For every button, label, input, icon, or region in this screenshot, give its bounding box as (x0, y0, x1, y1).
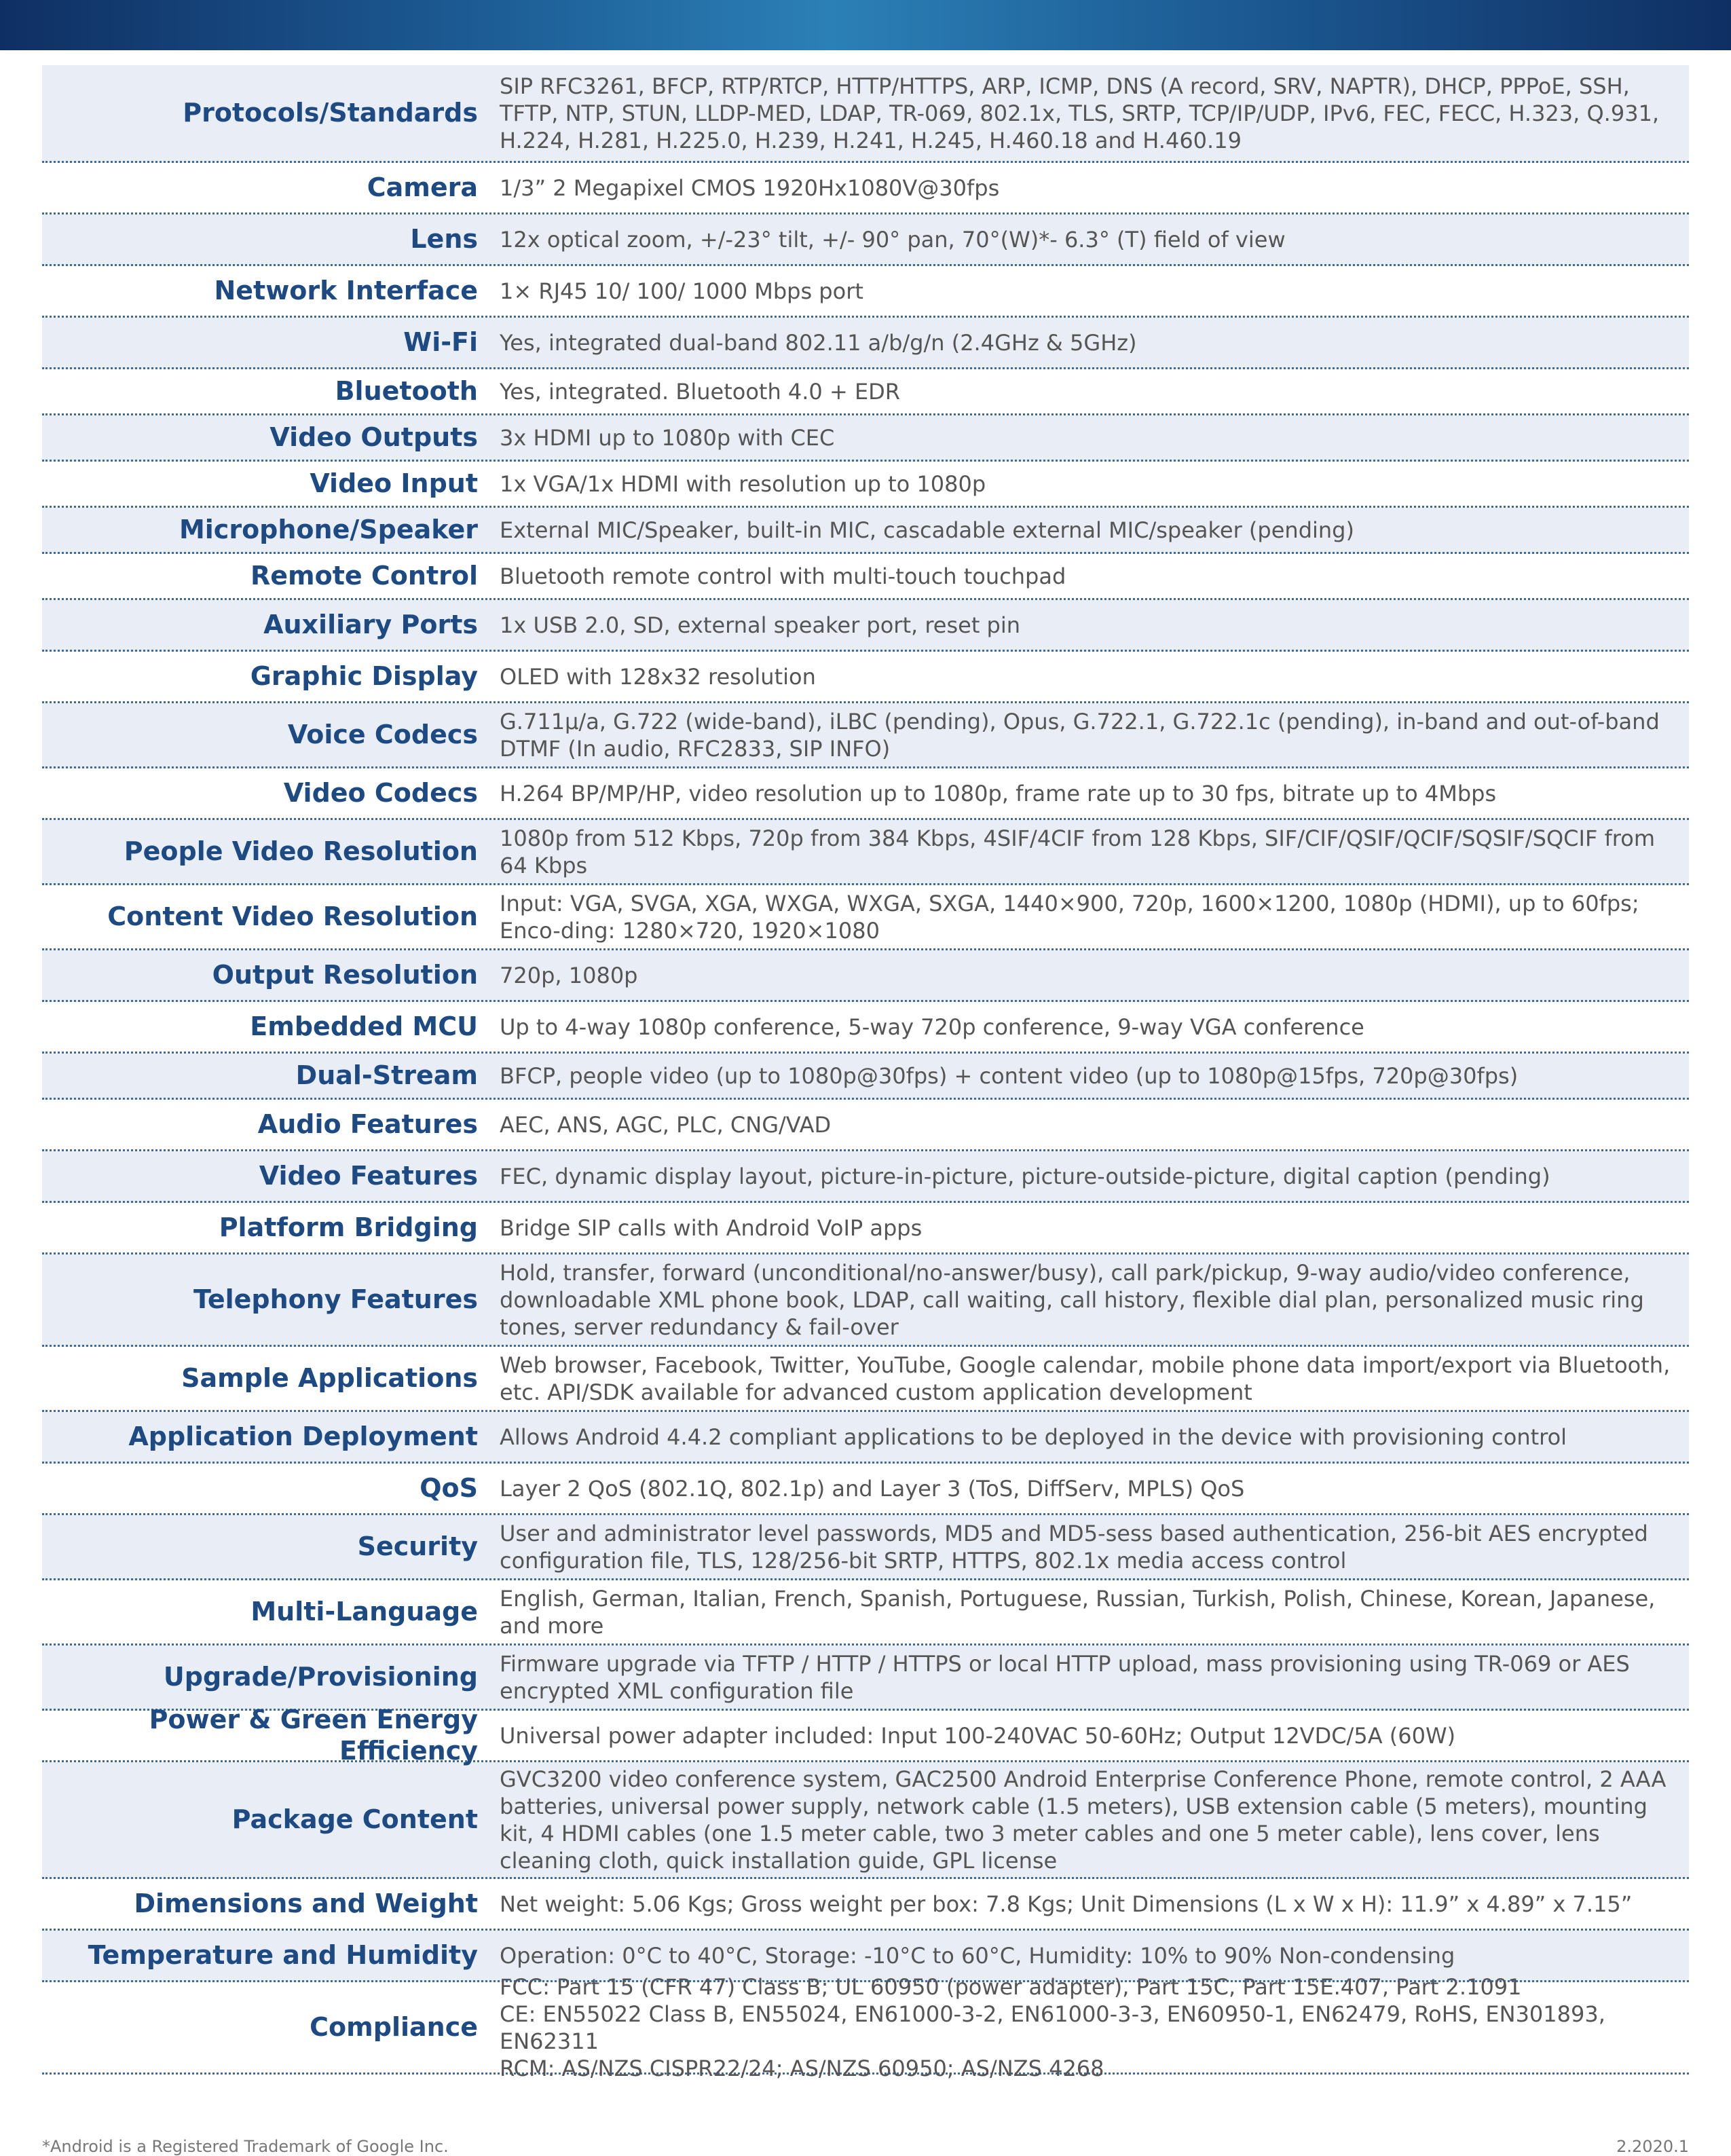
spec-value: Yes, integrated. Bluetooth 4.0 + EDR (500, 378, 901, 405)
spec-value: Operation: 0°C to 40°C, Storage: -10°C to 60°C, Humidity: 10% to 90% Non-condensing (500, 1942, 1455, 1969)
spec-label: Platform Bridging (219, 1212, 478, 1242)
spec-value: 1080p from 512 Kbps, 720p from 384 Kbps, 4SIF/4CIF from 128 Kbps, SIF/CIF/QSIF/QCIF/SQSIF/SQCIF from 64 Kbps (500, 825, 1655, 878)
spec-table (42, 65, 1689, 2081)
spec-row (42, 1002, 1689, 1054)
spec-row (42, 1254, 1689, 1347)
spec-value: Bridge SIP calls with Android VoIP apps (500, 1214, 923, 1241)
spec-row (42, 318, 1689, 369)
spec-label: Protocols/Standards (183, 97, 478, 128)
spec-row (42, 508, 1689, 554)
spec-label: Temperature and Humidity (88, 1939, 478, 1970)
spec-label: Voice Codecs (287, 719, 478, 749)
spec-row (42, 703, 1689, 768)
spec-row (42, 820, 1689, 885)
spec-label: Dimensions and Weight (134, 1888, 478, 1918)
spec-value: Hold, transfer, forward (unconditional/no-answer/busy), call park/pickup, 9-way audio/video conference, downloadable XML phone book, LDAP, call waiting, call history, flexible dial plan, personalized music ring tones, server redundancy & fail-over (500, 1259, 1644, 1340)
spec-row (42, 652, 1689, 703)
spec-row (42, 369, 1689, 415)
spec-value: SIP RFC3261, BFCP, RTP/RTCP, HTTP/HTTPS, ARP, ICMP, DNS (A record, SRV, NAPTR), DHCP, PPPoE, SSH, TFTP, NTP, STUN, LLDP-MED, LDAP, TR-069, 802.1x, TLS, SRTP, TCP/IP/UDP, IPv6, FEC, FECC, H.323, Q.931, H.224, H.281, H.225.0, H.239, H.241, H.245, H.460.18 and H.460.19 (500, 73, 1660, 153)
spec-row (42, 1879, 1689, 1931)
spec-label: Camera (367, 172, 478, 202)
spec-label: Sample Applications (181, 1362, 478, 1393)
spec-value: Input: VGA, SVGA, XGA, WXGA, WXGA, SXGA, 1440×900, 720p, 1600×1200, 1080p (HDMI), up to 60fps; Enco-ding: 1280×720, 1920×1080 (500, 890, 1639, 944)
spec-value: AEC, ANS, AGC, PLC, CNG/VAD (500, 1111, 832, 1138)
spec-label: Video Outputs (269, 422, 478, 452)
spec-row (42, 950, 1689, 1002)
spec-row (42, 266, 1689, 318)
spec-row (42, 1515, 1689, 1580)
footnote: *Android is a Registered Trademark of Google Inc. (42, 2137, 449, 2156)
spec-label: Wi-Fi (403, 327, 478, 357)
spec-value: English, German, Italian, French, Spanish, Portuguese, Russian, Turkish, Polish, Chinese, Korean, Japanese, and more (500, 1585, 1656, 1639)
spec-label: Remote Control (250, 560, 478, 591)
spec-value: Bluetooth remote control with multi-touch touchpad (500, 563, 1066, 589)
spec-row (42, 1412, 1689, 1464)
spec-value: 1/3” 2 Megapixel CMOS 1920Hx1080V@30fps (500, 174, 1000, 201)
spec-value: G.711μ/a, G.722 (wide-band), iLBC (pending), Opus, G.722.1, G.722.1c (pending), in-band and out-of-band DTMF (In audio, RFC2833, SIP INFO) (500, 708, 1660, 762)
spec-value: Universal power adapter included: Input 100-240VAC 50-60Hz; Output 12VDC/5A (60W) (500, 1722, 1456, 1749)
spec-label: Telephony Features (193, 1284, 478, 1314)
spec-label: Security (357, 1531, 478, 1561)
spec-value: 12x optical zoom, +/-23° tilt, +/- 90° pan, 70°(W)*- 6.3° (T) field of view (500, 226, 1286, 253)
spec-label: Upgrade/Provisioning (163, 1661, 478, 1692)
spec-value: User and administrator level passwords, MD5 and MD5-sess based authentication, 256-bit AES encrypted configuration file, TLS, 128/256-bit SRTP, HTTPS, 802.1x media access control (500, 1520, 1648, 1574)
spec-value: Layer 2 QoS (802.1Q, 802.1p) and Layer 3 (ToS, DiffServ, MPLS) QoS (500, 1475, 1245, 1502)
spec-label: Network Interface (214, 275, 478, 305)
spec-value: Web browser, Facebook, Twitter, YouTube, Google calendar, mobile phone data import/export via Bluetooth, etc. API/SDK available for advanced custom application development (500, 1352, 1671, 1405)
spec-value: Yes, integrated dual-band 802.11 a/b/g/n (2.4GHz & 5GHz) (500, 329, 1137, 356)
spec-row (42, 462, 1689, 508)
spec-label: Application Deployment (128, 1421, 478, 1451)
spec-row (42, 1100, 1689, 1151)
spec-label: People Video Resolution (124, 836, 478, 866)
spec-row (42, 1762, 1689, 1879)
spec-row (42, 1973, 1689, 2081)
spec-value: BFCP, people video (up to 1080p@30fps) + content video (up to 1080p@15fps, 720p@30fps) (500, 1062, 1519, 1089)
spec-row (42, 1054, 1689, 1100)
spec-row (42, 885, 1689, 950)
spec-row (42, 768, 1689, 820)
spec-row (42, 65, 1689, 163)
spec-value: 1× RJ45 10/ 100/ 1000 Mbps port (500, 278, 863, 304)
spec-row (42, 1580, 1689, 1646)
spec-row (42, 1464, 1689, 1515)
spec-row (42, 1646, 1689, 1711)
spec-value: Net weight: 5.06 Kgs; Gross weight per box: 7.8 Kgs; Unit Dimensions (L x W x H): 11.9” x 4.89” x 7.15” (500, 1891, 1633, 1917)
spec-value: Firmware upgrade via TFTP / HTTP / HTTPS or local HTTP upload, mass provisioning using TR-069 or AES encrypted XML configuration file (500, 1650, 1630, 1704)
spec-label: Auxiliary Ports (263, 609, 478, 639)
spec-row (42, 1151, 1689, 1203)
spec-label: Audio Features (257, 1109, 478, 1139)
version-label: 2.2020.1 (1616, 2137, 1689, 2156)
spec-row (42, 1704, 1689, 1766)
spec-label: Video Features (259, 1160, 478, 1191)
spec-row (42, 415, 1689, 462)
spec-value: H.264 BP/MP/HP, video resolution up to 1080p, frame rate up to 30 fps, bitrate up to 4Mbps (500, 780, 1497, 806)
spec-label: Microphone/Speaker (179, 514, 478, 544)
spec-value: FCC: Part 15 (CFR 47) Class B; UL 60950 (power adapter), Part 15C, Part 15E.407, Part 2.1091 CE: EN55022 Class B, EN55024, EN61000-3-2, EN61000-3-3, EN60950-1, EN62479, RoHS, EN301893, EN62311 RCM: AS/NZS CISPR22/24; AS/NZS 60950; AS/NZS 4268 (500, 1973, 1605, 2081)
spec-label: Graphic Display (250, 661, 478, 691)
spec-label: Lens (410, 223, 478, 254)
spec-value: Allows Android 4.4.2 compliant applications to be deployed in the device with provisioning control (500, 1424, 1567, 1450)
spec-value: 1x VGA/1x HDMI with resolution up to 1080p (500, 470, 986, 497)
spec-value: GVC3200 video conference system, GAC2500 Android Enterprise Conference Phone, remote control, 2 AAA batteries, universal power supply, network cable (1.5 meters), USB extension cable (5 meters), mounting kit, 4 HDMI cables (one 1.5 meter cable, two 3 meter cables and one 5 meter cable), lens cover, lens cleaning cloth, quick installation guide, GPL license (500, 1766, 1667, 1874)
spec-value: FEC, dynamic display layout, picture-in-picture, picture-outside-picture, digital caption (pending) (500, 1163, 1550, 1189)
spec-label: Dual-Stream (295, 1060, 478, 1090)
spec-label: Power & Green Energy Efficiency (149, 1704, 478, 1766)
spec-value: 3x HDMI up to 1080p with CEC (500, 424, 835, 451)
spec-value: External MIC/Speaker, built-in MIC, cascadable external MIC/speaker (pending) (500, 517, 1354, 543)
spec-row (42, 554, 1689, 600)
spec-label: Bluetooth (335, 375, 478, 406)
header-band (0, 0, 1731, 50)
spec-label: Embedded MCU (250, 1011, 478, 1041)
spec-label: Video Codecs (283, 777, 478, 808)
spec-label: Compliance (310, 2011, 478, 2042)
spec-label: Content Video Resolution (107, 901, 478, 931)
spec-value: Up to 4-way 1080p conference, 5-way 720p conference, 9-way VGA conference (500, 1014, 1364, 1040)
spec-value: OLED with 128x32 resolution (500, 663, 816, 690)
spec-label: Video Input (310, 468, 478, 498)
spec-row (42, 163, 1689, 215)
spec-value: 720p, 1080p (500, 962, 638, 988)
spec-row (42, 215, 1689, 266)
spec-label: Package Content (231, 1804, 478, 1834)
spec-label: QoS (420, 1472, 478, 1503)
spec-label: Output Resolution (212, 959, 478, 990)
spec-value: 1x USB 2.0, SD, external speaker port, reset pin (500, 612, 1021, 638)
spec-row (42, 600, 1689, 652)
spec-row (42, 1347, 1689, 1412)
spec-row (42, 1203, 1689, 1254)
spec-label: Multi-Language (250, 1596, 478, 1627)
